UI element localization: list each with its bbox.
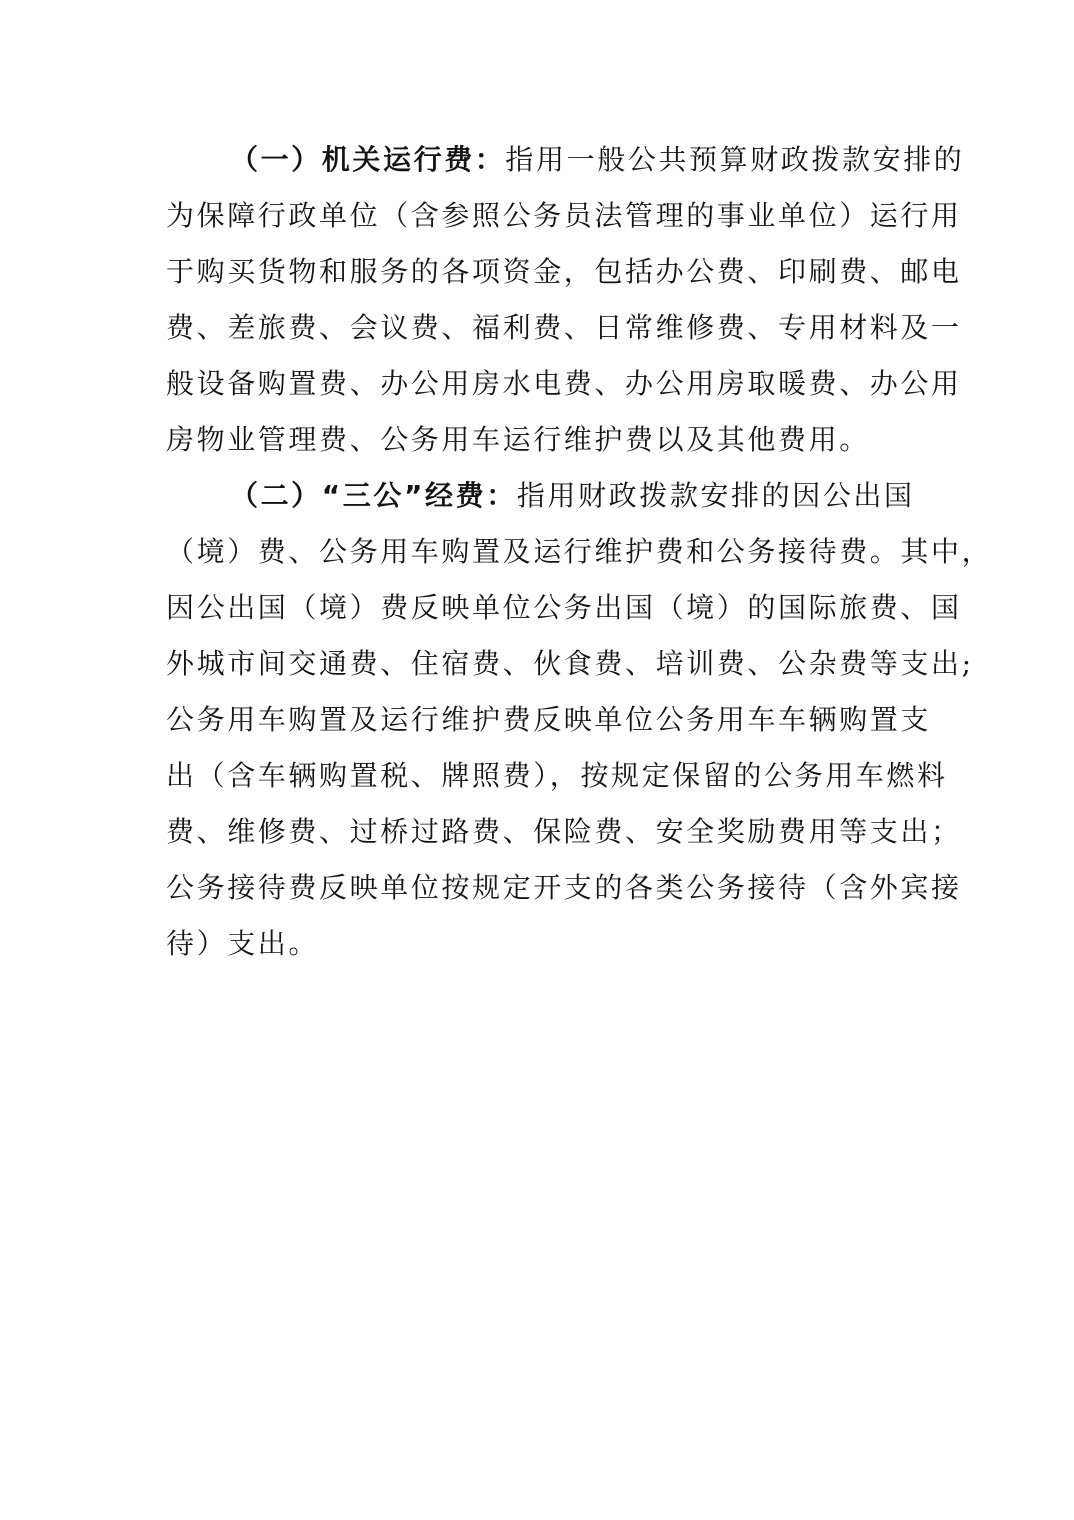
paragraph-line: 待）支出。 xyxy=(166,927,320,960)
document-body xyxy=(166,132,993,972)
section-term: （一）机关运行费： xyxy=(230,143,506,176)
section-three-public-expenses xyxy=(166,468,993,972)
paragraph-line: 公务接待费反映单位按规定开支的各类公务接待（含外宾接 xyxy=(166,871,962,904)
paragraph-line: 费、维修费、过桥过路费、保险费、安全奖励费用等支出； xyxy=(166,815,962,848)
section-operating-expenses xyxy=(166,132,965,468)
paragraph-line: 公务用车购置及运行维护费反映单位公务用车车辆购置支 xyxy=(166,703,932,736)
paragraph-line: 出（含车辆购置税、牌照费），按规定保留的公务用车燃料 xyxy=(166,759,948,792)
section-term: （二）“三公”经费： xyxy=(230,479,517,512)
paragraph-line: 于购买货物和服务的各项资金，包括办公费、印刷费、邮电 xyxy=(166,255,962,288)
paragraph-line: 为保障行政单位（含参照公务员法管理的事业单位）运行用 xyxy=(166,199,962,232)
paragraph-line: （二）“三公”经费：指用财政拨款安排的因公出国 xyxy=(230,479,915,512)
paragraph-line: 因公出国（境）费反映单位公务出国（境）的国际旅费、国 xyxy=(166,591,962,624)
paragraph-line: （一）机关运行费：指用一般公共预算财政拨款安排的 xyxy=(230,143,965,176)
paragraph-line: 费、差旅费、会议费、福利费、日常维修费、专用材料及一 xyxy=(166,311,962,344)
paragraph-line: （境）费、公务用车购置及运行维护费和公务接待费。其中， xyxy=(166,535,993,568)
paragraph-line: 般设备购置费、办公用房水电费、办公用房取暖费、办公用 xyxy=(166,367,962,400)
paragraph-line: 外城市间交通费、住宿费、伙食费、培训费、公杂费等支出; xyxy=(166,647,974,680)
paragraph-line: 房物业管理费、公务用车运行维护费以及其他费用。 xyxy=(166,423,870,456)
